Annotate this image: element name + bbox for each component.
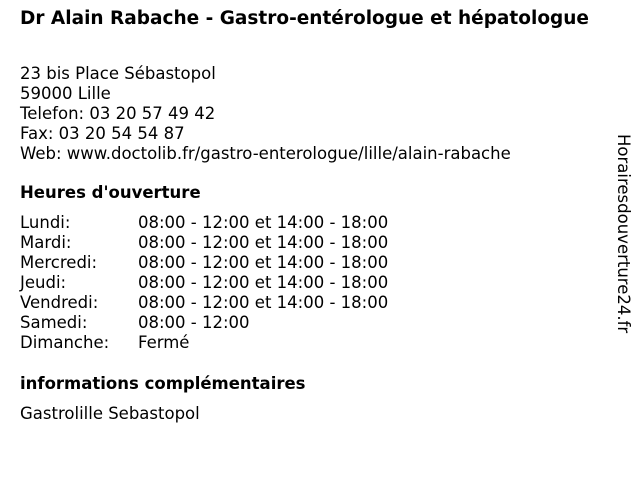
hours-time: 08:00 - 12:00 et 14:00 - 18:00 — [138, 213, 389, 232]
hours-time: 08:00 - 12:00 — [138, 313, 250, 332]
phone-number: Telefon: 03 20 57 49 42 — [20, 104, 216, 123]
opening-hours-heading: Heures d'ouverture — [20, 183, 201, 202]
page-title: Dr Alain Rabache - Gastro-entérologue et hépatologue — [20, 8, 589, 29]
hours-day: Lundi: — [20, 213, 71, 232]
hours-day: Vendredi: — [20, 293, 99, 312]
hours-time: 08:00 - 12:00 et 14:00 - 18:00 — [138, 233, 389, 252]
hours-row-lundi — [20, 213, 388, 233]
website: Web: www.doctolib.fr/gastro-enterologue/lille/alain-rabache — [20, 144, 511, 163]
hours-row-mercredi — [20, 253, 388, 273]
street-address: 23 bis Place Sébastopol — [20, 64, 216, 83]
hours-day: Mardi: — [20, 233, 72, 252]
hours-day: Mercredi: — [20, 253, 98, 272]
additional-info-text: Gastrolille Sebastopol — [20, 404, 200, 423]
hours-row-samedi — [20, 313, 388, 333]
city: 59000 Lille — [20, 84, 111, 103]
address-block — [20, 64, 511, 164]
hours-time: Fermé — [138, 333, 190, 352]
site-watermark: Horairesdouverture24.fr — [614, 134, 633, 334]
hours-day: Jeudi: — [20, 273, 67, 292]
hours-day: Dimanche: — [20, 333, 110, 352]
hours-row-vendredi — [20, 293, 388, 313]
opening-hours-table — [20, 213, 388, 353]
additional-info-heading: informations complémentaires — [20, 374, 306, 393]
hours-row-dimanche — [20, 333, 388, 353]
hours-time: 08:00 - 12:00 et 14:00 - 18:00 — [138, 293, 389, 312]
hours-time: 08:00 - 12:00 et 14:00 - 18:00 — [138, 273, 389, 292]
hours-row-jeudi — [20, 273, 388, 293]
hours-row-mardi — [20, 233, 388, 253]
hours-time: 08:00 - 12:00 et 14:00 - 18:00 — [138, 253, 389, 272]
fax-number: Fax: 03 20 54 54 87 — [20, 124, 185, 143]
hours-day: Samedi: — [20, 313, 88, 332]
